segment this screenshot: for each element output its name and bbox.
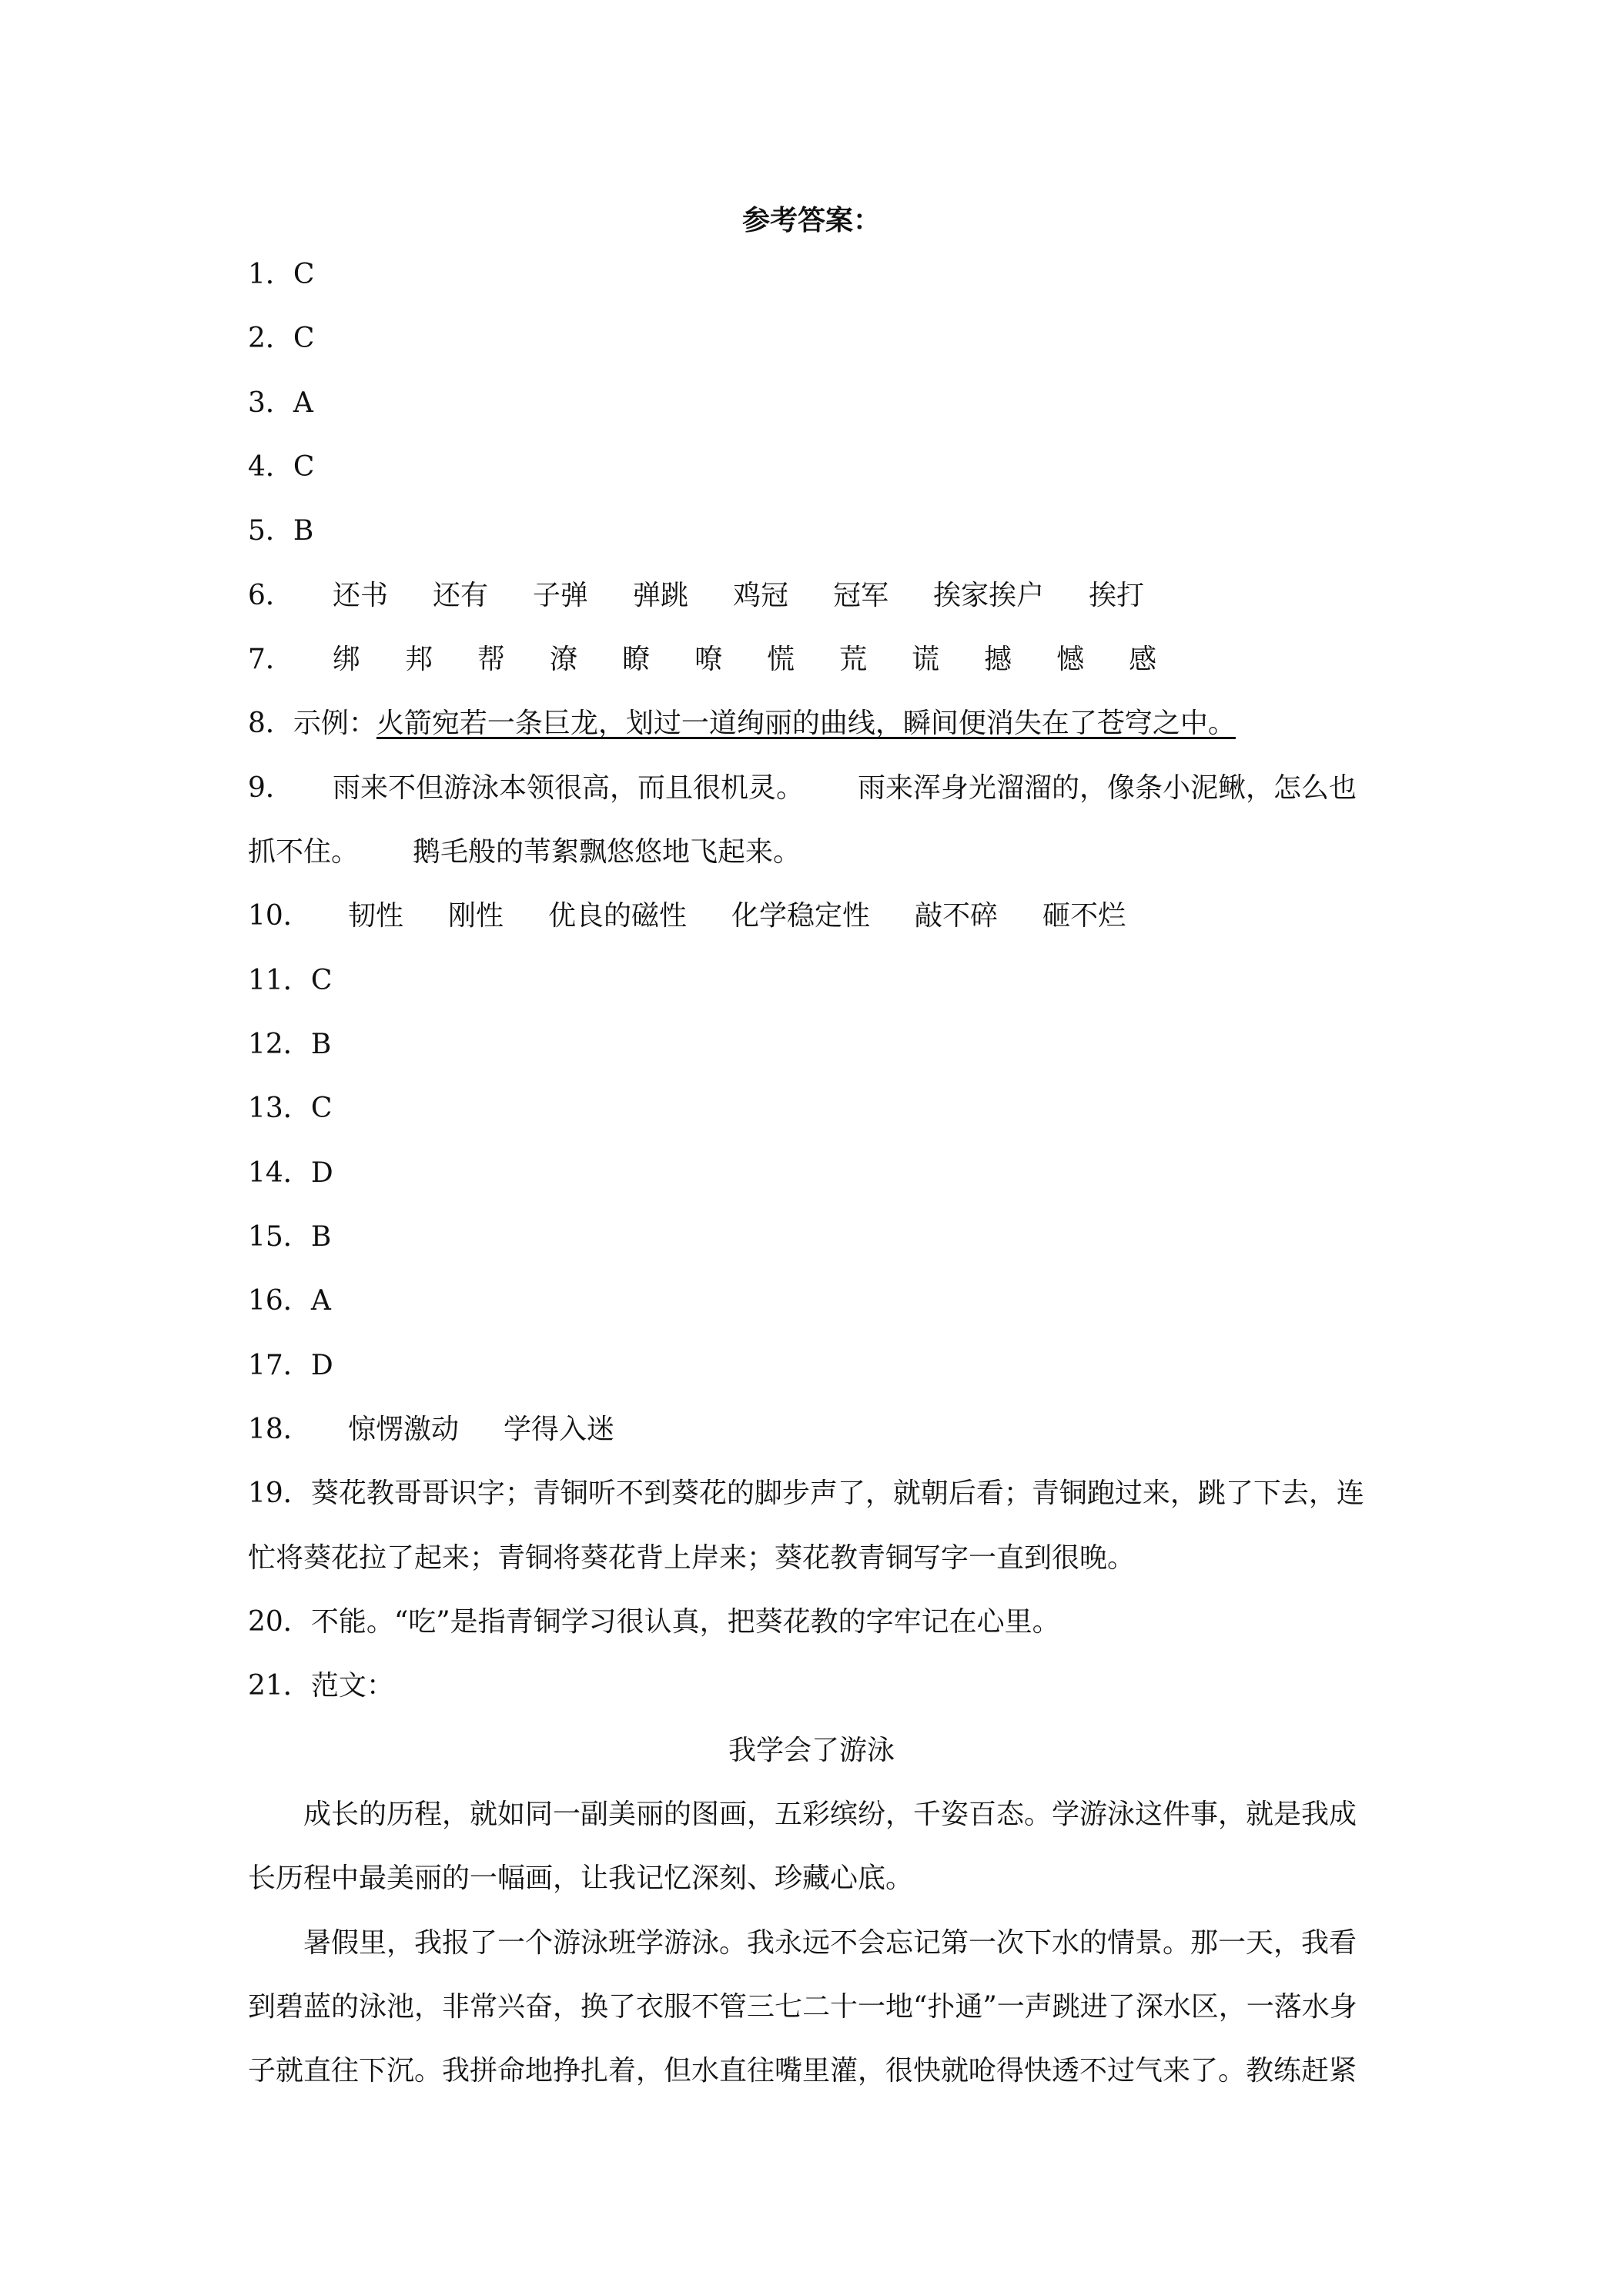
answer-number: 12． — [248, 1029, 311, 1060]
answer-item: 敲不碎 — [915, 900, 999, 932]
answer-21 — [248, 1668, 1387, 1705]
answer-item: 帮 — [477, 644, 506, 675]
answer-item: 感 — [1129, 644, 1157, 675]
answer-item: 鸡冠 — [733, 580, 789, 611]
answer-item: 惊愣激动 — [348, 1414, 460, 1445]
answer-number: 2． — [248, 323, 293, 354]
answer-item: 瞭 — [622, 644, 651, 675]
answer-20 — [248, 1604, 1387, 1641]
answer-item: 子弹 — [533, 580, 589, 611]
answer-number: 18． — [248, 1414, 311, 1445]
answer-item: 化学稳定性 — [731, 900, 871, 932]
answer-item: 学得入迷 — [504, 1414, 615, 1445]
answer-item: 砸不烂 — [1042, 900, 1126, 932]
answer-19-line-2 — [248, 1540, 1387, 1577]
answer-prefix: 示例： — [293, 708, 376, 739]
essay-paragraph-2-line-1: 暑假里，我报了一个游泳班学游泳。我永远不会忘记第一次下水的情景。那一天，我看 — [303, 1927, 1357, 1959]
answer-item: 慌 — [767, 644, 795, 675]
answer-text: 葵花教哥哥识字；青铜听不到葵花的脚步声了，就朝后看；青铜跑过来，跳了下去，连 — [310, 1478, 1364, 1509]
answer-item: 荒 — [839, 644, 868, 675]
answer-number: 8． — [248, 708, 293, 739]
answer-item: 嘹 — [694, 644, 723, 675]
answer-15 — [248, 1219, 1387, 1256]
answer-item: 还有 — [433, 580, 489, 611]
answer-16 — [248, 1283, 1387, 1320]
answer-14 — [248, 1155, 1387, 1192]
answer-10 — [248, 898, 1387, 935]
answer-item: 刚性 — [448, 900, 504, 932]
answer-text: 雨来浑身光溜溜的，像条小泥鳅，怎么也 — [858, 772, 1357, 804]
answer-text: A — [310, 1285, 331, 1317]
answer-number: 16． — [248, 1285, 311, 1317]
answer-item: 挨打 — [1089, 580, 1145, 611]
answer-text: C — [293, 323, 315, 354]
answer-number: 17． — [248, 1350, 311, 1381]
answer-item: 还书 — [333, 580, 389, 611]
essay-paragraph-2-line-2: 到碧蓝的泳池，非常兴奋，换了衣服不管三七二十一地“扑通”一声跳进了深水区，一落水身 — [248, 1991, 1357, 2023]
answer-11 — [248, 962, 1387, 999]
answer-item: 邦 — [405, 644, 433, 675]
answer-number: 21． — [248, 1670, 311, 1702]
answer-text: C — [293, 259, 315, 290]
answer-text: C — [310, 965, 333, 996]
answer-number: 4． — [248, 451, 293, 483]
answer-number: 10． — [248, 900, 311, 932]
answer-number: 15． — [248, 1221, 311, 1253]
answer-number: 1． — [248, 259, 293, 290]
answer-7 — [248, 641, 1387, 678]
answer-13 — [248, 1090, 1387, 1127]
answer-19-line-1 — [248, 1475, 1387, 1512]
answer-9-line-2 — [248, 834, 1387, 871]
answer-item: 韧性 — [348, 900, 404, 932]
answer-9-line-1 — [248, 770, 1387, 807]
answer-item: 谎 — [912, 644, 940, 675]
answer-8 — [248, 705, 1387, 742]
answer-text: 范文： — [310, 1670, 394, 1702]
answer-text: 抓不住。 — [248, 836, 360, 868]
essay-paragraph-2-line-3: 子就直往下沉。我拼命地挣扎着，但水直往嘴里灌，很快就呛得快透不过气来了。教练赶紧 — [248, 2055, 1357, 2087]
page-title: 参考答案： — [741, 204, 881, 236]
answer-number: 20． — [248, 1606, 311, 1638]
answer-number: 6． — [248, 580, 293, 611]
answer-12 — [248, 1026, 1387, 1063]
answer-number: 11． — [248, 965, 311, 996]
answer-text: C — [293, 451, 315, 483]
answer-text: 忙将葵花拉了起来；青铜将葵花背上岸来；葵花教青铜写字一直到很晚。 — [248, 1542, 1136, 1574]
answer-text: B — [310, 1029, 332, 1060]
answer-5 — [248, 513, 1387, 550]
answer-item: 撼 — [984, 644, 1012, 675]
answer-number: 7． — [248, 644, 293, 675]
answer-number: 3． — [248, 387, 293, 419]
answer-text: B — [293, 515, 314, 547]
answer-number: 5． — [248, 515, 293, 547]
answer-item: 优良的磁性 — [548, 900, 688, 932]
answer-item: 潦 — [550, 644, 578, 675]
answer-text: D — [310, 1350, 333, 1381]
answer-item: 挨家挨户 — [933, 580, 1045, 611]
answer-text: C — [310, 1093, 333, 1124]
answer-17 — [248, 1347, 1387, 1384]
answer-text: 不能。“吃”是指青铜学习很认真，把葵花教的字牢记在心里。 — [310, 1606, 1060, 1638]
essay-title: 我学会了游泳 — [728, 1735, 895, 1766]
answer-text: A — [293, 387, 313, 419]
answer-number: 9． — [248, 772, 293, 804]
answer-item: 绑 — [333, 644, 361, 675]
answer-underlined-text: 火箭宛若一条巨龙，划过一道绚丽的曲线，瞬间便消失在了苍穹之中。 — [376, 708, 1236, 739]
answer-number: 19． — [248, 1478, 311, 1509]
essay-paragraph-1-line-2: 长历程中最美丽的一幅画，让我记忆深刻、珍藏心底。 — [248, 1863, 914, 1894]
answer-4 — [248, 449, 1387, 486]
essay-paragraph-1-line-1: 成长的历程，就如同一副美丽的图画，五彩缤纷，千姿百态。学游泳这件事，就是我成 — [303, 1799, 1357, 1830]
answer-text: D — [310, 1157, 333, 1189]
answer-number: 13． — [248, 1093, 311, 1124]
answer-6 — [248, 577, 1387, 614]
answer-1 — [248, 256, 1387, 293]
answer-item: 憾 — [1056, 644, 1085, 675]
answer-item: 弹跳 — [633, 580, 689, 611]
answer-3 — [248, 385, 1387, 422]
answer-item: 冠军 — [833, 580, 889, 611]
answer-text: B — [310, 1221, 332, 1253]
answer-2 — [248, 320, 1387, 357]
answer-text: 鹅毛般的苇絮飘悠悠地飞起来。 — [413, 836, 801, 868]
answer-number: 14． — [248, 1157, 311, 1189]
answer-text: 雨来不但游泳本领很高，而且很机灵。 — [333, 772, 805, 804]
answer-18 — [248, 1411, 1387, 1448]
